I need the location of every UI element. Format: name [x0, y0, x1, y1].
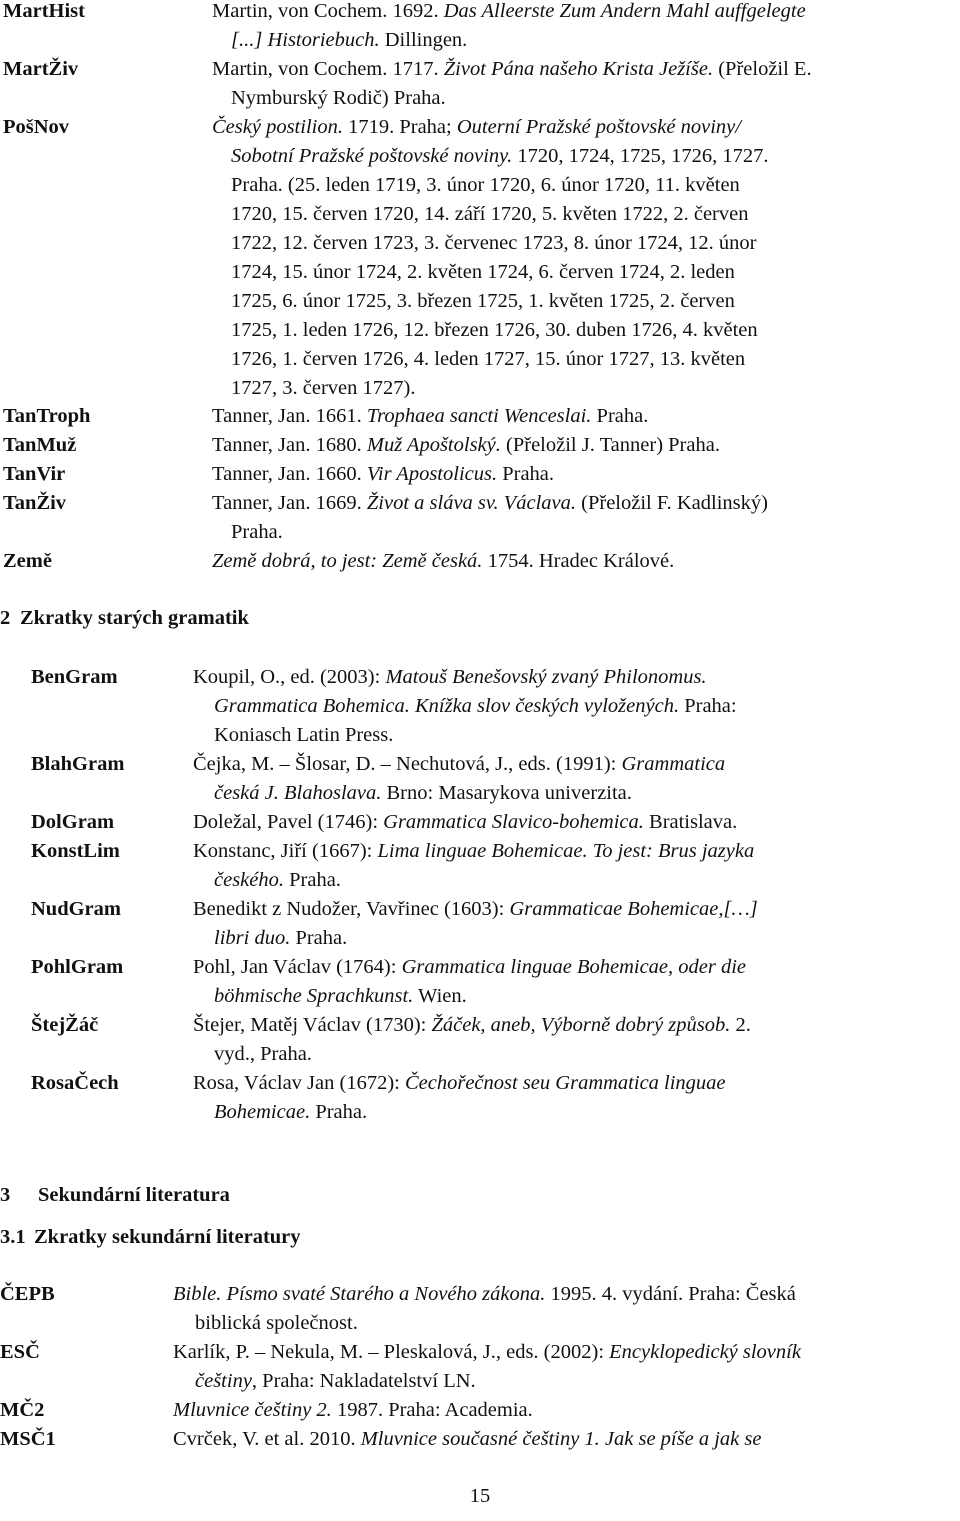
reference-text: Nymburský Rodič) Praha.	[231, 87, 446, 109]
reference-title-text: Grammatica linguae Bohemicae, oder die	[401, 956, 747, 978]
reference-title-text: Život Pána našeho Krista Ježíše.	[443, 58, 714, 80]
bibliography-entry	[3, 489, 955, 547]
reference-line	[193, 1040, 909, 1069]
reference-text: 1720, 1724, 1725, 1726, 1727.	[512, 145, 769, 167]
reference-text: Praha.	[591, 405, 649, 427]
bibliography-entry	[0, 1280, 957, 1338]
entry-abbreviation: DolGram	[31, 811, 115, 833]
bibliography-entry	[0, 663, 909, 750]
reference-text: 1724, 15. únor 1724, 2. květen 1724, 6. červen 1724, 2. leden	[231, 261, 735, 283]
reference-line	[212, 316, 955, 345]
reference-title-text: Sobotní Pražské poštovské noviny.	[231, 145, 513, 167]
reference-text: vyd., Praha.	[214, 1043, 312, 1065]
reference-line	[193, 866, 909, 895]
reference-text: Praha.	[497, 463, 555, 485]
entry-reference	[212, 55, 955, 113]
reference-line	[212, 489, 955, 518]
reference-title-text: Muž Apoštolský.	[366, 434, 501, 456]
reference-line	[173, 1396, 957, 1425]
entry-abbreviation: ČEPB	[0, 1283, 55, 1305]
entry-abbreviation: BenGram	[31, 666, 118, 688]
reference-line	[212, 142, 955, 171]
reference-text: Čejka, M. – Šlosar, D. – Nechutová, J., eds. (1991):	[193, 753, 622, 775]
reference-text: Praha.	[310, 1101, 368, 1123]
bibliography-entry	[0, 895, 909, 953]
reference-text: Benedikt z Nudožer, Vavřinec (1603):	[193, 898, 510, 920]
reference-line	[212, 402, 955, 431]
bibliography-entry	[0, 1011, 909, 1069]
bibliography-entry	[0, 1425, 957, 1454]
reference-line	[193, 924, 909, 953]
bibliography-entry	[0, 1338, 957, 1396]
reference-line	[212, 431, 955, 460]
reference-line	[212, 229, 955, 258]
section-3-1-number: 3.1	[0, 1226, 26, 1248]
bibliography-entry	[0, 1396, 957, 1425]
reference-line	[193, 721, 909, 750]
entry-abbreviation: TanVir	[3, 463, 66, 485]
entry-reference	[212, 431, 955, 460]
reference-line	[173, 1280, 957, 1309]
reference-text: 1720, 15. červen 1720, 14. září 1720, 5. květen 1722, 2. červen	[231, 203, 749, 225]
reference-text: Tanner, Jan. 1669.	[212, 492, 367, 514]
section-2-number: 2	[0, 607, 11, 629]
entry-abbreviation: PošNov	[3, 116, 70, 138]
reference-line	[193, 750, 909, 779]
entry-abbreviation: PohlGram	[31, 956, 124, 978]
reference-text: Praha.	[284, 869, 341, 891]
reference-text: biblická společnost.	[195, 1312, 358, 1334]
reference-text: Praha:	[679, 695, 737, 717]
reference-title-text: Bohemicae.	[214, 1101, 311, 1123]
reference-line	[173, 1425, 957, 1454]
section-2-heading	[0, 604, 249, 633]
reference-text: Praha.	[231, 521, 283, 543]
entry-abbreviation: ŠtejŽáč	[31, 1014, 99, 1036]
entry-reference	[193, 953, 909, 1011]
reference-text: , Praha: Nakladatelství LN.	[251, 1370, 476, 1392]
reference-title-text: Das Alleerste Zum Andern Mahl auffgelegte	[443, 0, 806, 22]
reference-text: Tanner, Jan. 1661.	[212, 405, 367, 427]
reference-text: Tanner, Jan. 1680.	[212, 434, 367, 456]
reference-text: Karlík, P. – Nekula, M. – Pleskalová, J., eds. (2002):	[173, 1341, 610, 1363]
bibliography-entry	[0, 953, 909, 1011]
entry-reference	[212, 460, 955, 489]
entry-reference	[212, 402, 955, 431]
reference-line	[212, 518, 955, 547]
entry-reference	[193, 1069, 909, 1127]
reference-text: 1726, 1. červen 1726, 4. leden 1727, 15. únor 1727, 13. květen	[231, 348, 746, 370]
reference-line	[173, 1309, 957, 1338]
section-3-heading	[0, 1181, 230, 1210]
reference-line	[212, 84, 955, 113]
reference-line	[173, 1367, 957, 1396]
reference-title-text: Žáček, aneb, Výborně dobrý způsob.	[431, 1014, 731, 1036]
reference-line	[193, 663, 909, 692]
reference-line	[212, 374, 955, 403]
reference-text: (Přeložil F. Kadlinský)	[576, 492, 768, 514]
reference-text: Tanner, Jan. 1660.	[212, 463, 367, 485]
reference-text: Cvrček, V. et al. 2010.	[173, 1428, 361, 1450]
section-3-number: 3	[0, 1184, 11, 1206]
reference-title-text: Grammaticae Bohemicae,[…]	[509, 898, 758, 920]
reference-title-text: Český postilion.	[212, 116, 343, 138]
entry-reference	[173, 1396, 957, 1425]
reference-line	[212, 171, 955, 200]
entry-abbreviation: TanMuž	[3, 434, 77, 456]
reference-text: Martin, von Cochem. 1692.	[212, 0, 444, 22]
bibliography-entry	[0, 1069, 909, 1127]
reference-line	[193, 953, 909, 982]
entry-reference	[193, 837, 909, 895]
reference-text: Bratislava.	[643, 811, 738, 833]
reference-text: Praha.	[290, 927, 348, 949]
reference-text: 1722, 12. červen 1723, 3. červenec 1723, 8. únor 1724, 12. únor	[231, 232, 757, 254]
reference-title-text: Encyklopedický slovník	[609, 1341, 801, 1363]
reference-title-text: Trophaea sancti Wenceslai.	[366, 405, 592, 427]
reference-text: Štejer, Matěj Václav (1730):	[193, 1014, 432, 1036]
entry-abbreviation: MČ2	[0, 1399, 45, 1421]
reference-title-text: libri duo.	[214, 927, 291, 949]
reference-line	[193, 808, 909, 837]
reference-title-text: Grammatica Bohemica. Knížka slov českých vyložených.	[214, 695, 680, 717]
bibliography-entry	[3, 113, 955, 403]
entry-reference	[212, 113, 955, 403]
reference-title-text: česká J. Blahoslava.	[214, 782, 382, 804]
reference-title-text: böhmische Sprachkunst.	[214, 985, 414, 1007]
reference-title-text: Lima linguae Bohemicae. To jest: Brus jazyka	[377, 840, 755, 862]
reference-title-text: českého.	[214, 869, 284, 891]
entry-abbreviation: MartHist	[3, 0, 85, 22]
bibliography-entry	[3, 431, 955, 460]
reference-title-text: češtiny	[195, 1370, 252, 1392]
section-3-1-title: Zkratky sekundární literatury	[34, 1226, 301, 1248]
entry-abbreviation: KonstLim	[31, 840, 120, 862]
reference-text: (Přeložil E.	[713, 58, 812, 80]
reference-line	[193, 1098, 909, 1127]
entry-reference	[193, 750, 909, 808]
reference-text: 1719. Praha;	[342, 116, 457, 138]
entry-abbreviation: NudGram	[31, 898, 121, 920]
reference-text: Konstanc, Jiří (1667):	[193, 840, 378, 862]
bibliography-entry	[3, 55, 955, 113]
reference-line	[193, 692, 909, 721]
reference-title-text: Bible. Písmo svaté Starého a Nového zákona.	[173, 1283, 546, 1305]
reference-title-text: Mluvnice češtiny 2.	[173, 1399, 332, 1421]
section-3-1-heading	[0, 1223, 301, 1252]
bibliography-entry	[3, 460, 955, 489]
reference-text: (Přeložil J. Tanner) Praha.	[500, 434, 720, 456]
bibliography-entry	[3, 547, 955, 576]
reference-title-text: Čechořečnost seu Grammatica linguae	[404, 1072, 726, 1094]
bibliography-entry	[0, 750, 909, 808]
reference-text: 1995. 4. vydání. Praha: Česká	[545, 1283, 796, 1305]
entry-abbreviation: TanŽiv	[3, 492, 67, 514]
entry-abbreviation: MartŽiv	[3, 58, 79, 80]
reference-text: Martin, von Cochem. 1717.	[212, 58, 444, 80]
entry-reference	[193, 1011, 909, 1069]
reference-line	[212, 55, 955, 84]
reference-line	[193, 779, 909, 808]
reference-text: Rosa, Václav Jan (1672):	[193, 1072, 405, 1094]
reference-text: Wien.	[413, 985, 467, 1007]
reference-title-text: Outerní Pražské poštovské noviny/	[456, 116, 741, 138]
reference-line	[193, 837, 909, 866]
reference-line	[212, 287, 955, 316]
reference-title-text: Život a sláva sv. Václava.	[366, 492, 577, 514]
reference-text: Doležal, Pavel (1746):	[193, 811, 384, 833]
reference-line	[212, 26, 955, 55]
reference-text: Praha. (25. leden 1719, 3. únor 1720, 6. únor 1720, 11. květen	[231, 174, 740, 196]
reference-line	[212, 460, 955, 489]
reference-text: 1725, 6. únor 1725, 3. březen 1725, 1. květen 1725, 2. červen	[231, 290, 735, 312]
entry-reference	[193, 808, 909, 837]
reference-title-text: Grammatica	[621, 753, 726, 775]
entry-reference	[212, 0, 955, 55]
reference-title-text: Země dobrá, to jest: Země česká.	[212, 550, 483, 572]
reference-line	[212, 345, 955, 374]
entry-reference	[193, 895, 909, 953]
reference-line	[193, 1069, 909, 1098]
reference-text: 1754. Hradec Králové.	[482, 550, 675, 572]
reference-text: Pohl, Jan Václav (1764):	[193, 956, 402, 978]
entry-reference	[212, 547, 955, 576]
reference-line	[193, 982, 909, 1011]
entry-abbreviation: TanTroph	[3, 405, 91, 427]
reference-text: Koniasch Latin Press.	[214, 724, 394, 746]
bibliography-entry	[0, 837, 909, 895]
bibliography-entry	[0, 808, 909, 837]
reference-title-text: [...] Historiebuch.	[231, 29, 380, 51]
reference-line	[193, 1011, 909, 1040]
entry-reference	[193, 663, 909, 750]
entry-reference	[173, 1280, 957, 1338]
reference-title-text: Vir Apostolicus.	[366, 463, 498, 485]
reference-title-text: Grammatica Slavico-bohemica.	[383, 811, 644, 833]
entry-abbreviation: ESČ	[0, 1341, 40, 1363]
reference-text: 2.	[730, 1014, 751, 1036]
reference-line	[193, 895, 909, 924]
section-3-title: Sekundární literatura	[38, 1184, 230, 1206]
bibliography-entry	[3, 402, 955, 431]
reference-line	[212, 200, 955, 229]
reference-text: Koupil, O., ed. (2003):	[193, 666, 386, 688]
entry-abbreviation: BlahGram	[31, 753, 125, 775]
reference-text: 1987. Praha: Academia.	[331, 1399, 533, 1421]
reference-title-text: Mluvnice současné češtiny 1. Jak se píše a jak se	[360, 1428, 762, 1450]
reference-text: 1727, 3. červen 1727).	[231, 377, 416, 399]
bibliography-entry	[3, 0, 955, 55]
reference-line	[212, 113, 955, 142]
reference-line	[212, 0, 955, 26]
reference-line	[212, 258, 955, 287]
reference-line	[212, 547, 955, 576]
entry-abbreviation: MSČ1	[0, 1428, 56, 1450]
reference-text: Dillingen.	[379, 29, 468, 51]
entry-abbreviation: RosaČech	[31, 1072, 119, 1094]
entry-reference	[173, 1425, 957, 1454]
entry-reference	[173, 1338, 957, 1396]
reference-text: Brno: Masarykova univerzita.	[381, 782, 632, 804]
reference-text: 1725, 1. leden 1726, 12. březen 1726, 30. duben 1726, 4. květen	[231, 319, 758, 341]
entry-reference	[212, 489, 955, 547]
page-number: 15	[469, 1485, 491, 1507]
reference-title-text: Matouš Benešovský zvaný Philonomus.	[385, 666, 707, 688]
entry-abbreviation: Země	[3, 550, 52, 572]
section-2-title: Zkratky starých gramatik	[20, 607, 249, 629]
reference-line	[173, 1338, 957, 1367]
